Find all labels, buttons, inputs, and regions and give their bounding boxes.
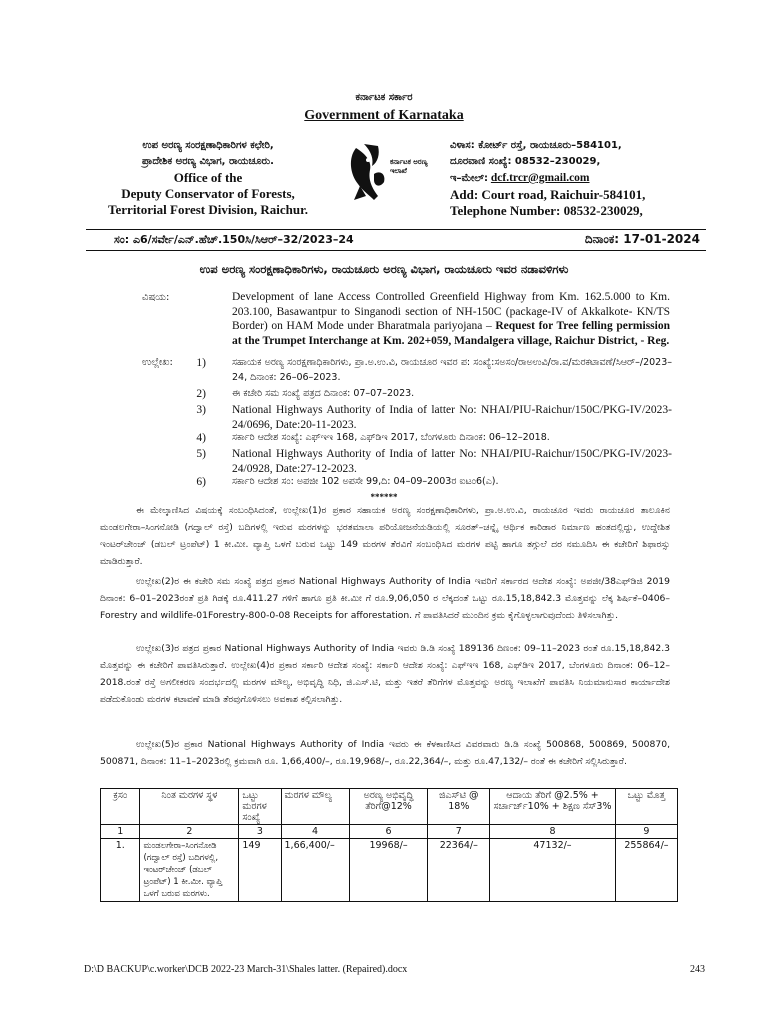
paragraph-4: ಉಲ್ಲೇಖ(5)ರ ಪ್ರಕಾರ National Highways Authority of India ಇವರು ಈ ಕೆಳಕಾಣಿಸಿದ ವಿವರವಾರು ಡಿ.ಡಿ ಸಂಖ್ಯೆ 500868, 500869, 500870, 500871, ದಿನಾಂಕ: 11–1–2023ರಲ್ಲಿ ಕ್ರಮವಾಗಿ ರೂ. 1,66,400/–, ರೂ.19,968/–, ರೂ.22,364/–, ಮತ್ತು ರೂ.47,132/– ರಂತೆ ಈ ಕಚೇರಿಗೆ ಸಲ್ಲಿಸಿರುತ್ತಾರೆ.	[100, 739, 670, 767]
table-row	[101, 839, 678, 902]
table-number-cell: 4	[281, 825, 349, 839]
table-header-cell: ಕ್ರಸಂ	[101, 789, 140, 825]
table-number-cell: 9	[615, 825, 677, 839]
table-header-cell: ಜಿಎಸ್‌ಟಿ @ 18%	[428, 789, 490, 825]
state-kannada: ಕರ್ನಾಟಕ ಸರ್ಕಾರ	[355, 92, 413, 103]
table-header-cell: ಆದಾಯ ತೆರಿಗೆ @2.5% + ಸರ್ಚಾರ್ಜ್10% + ಶಿಕ್ಷಣ ಸೆಸ್3%	[490, 789, 616, 825]
table-header-cell: ಒಟ್ಟು ಮರಗಳ ಸಂಖ್ಯೆ	[239, 789, 281, 825]
table-number-cell: 6	[349, 825, 428, 839]
government-title: Government of Karnataka	[304, 108, 464, 123]
table-cell: 22364/–	[428, 839, 490, 902]
address-en: Add: Court road, Raichuir-584101,	[450, 187, 646, 202]
office-kannada-2: ಪ್ರಾದೇಶಿಕ ಅರಣ್ಯ ವಿಭಾಗ, ರಾಯಚೂರು.	[142, 156, 274, 167]
table-number-cell: 3	[239, 825, 281, 839]
table-header-cell: ಒಟ್ಟು ಮೊತ್ತ	[615, 789, 677, 825]
reference-bar	[86, 229, 706, 251]
office-en-1: Office of the	[173, 170, 243, 185]
table-number-row	[101, 825, 678, 839]
forest-department-emblem	[344, 140, 432, 206]
paragraph-2: ಉಲ್ಲೇಖ(2)ರ ಈ ಕಚೇರಿ ಸಮ ಸಂಖ್ಯೆ ಪತ್ರದ ಪ್ರಕಾರ National Highways Authority of India ಇವರಿಗೆ ಸರ್ಕಾರದ ಆದೇಶ ಸಂಖ್ಯೆ: ಅಪಜೀ/38ಎಫ್‌ಡಿಜಿ 2019 ದಿನಾಂಕ: 6–01–2023ರಂತೆ ಪ್ರತಿ ಗಿಡಕ್ಕೆ ರೂ.411.27 ಗಳಿಗೆ ಹಾಗೂ ಪ್ರತಿ ಕೀ.ಮೀ ಗೆ ರೂ.9,06,050 ರ ಲೆಕ್ಕದಂತೆ ಒಟ್ಟು ರೂ.15,18,842.3 ಮೊತ್ತವನ್ನು ಲೆಕ್ಕ ಶಿರ್ಷಿಕೆ–0406–Forestry and wildlife-01Forestry-800-0-08 Receipts for afforestation. ಗೆ ಪಾವತಿಸಿದರೆ ಮುಂದಿನ ಕ್ರಮ ಕೈಗೊಳ್ಳಲಾಗುವುದೆಂದು ತಿಳಿಸಲಾಗಿತ್ತು.	[100, 576, 670, 621]
table-number-cell: 2	[140, 825, 239, 839]
table-cell: 19968/–	[349, 839, 428, 902]
table-cell: 1,66,400/–	[281, 839, 349, 902]
office-left-block	[94, 138, 322, 218]
email-link[interactable]: dcf.trcr@gmail.com	[490, 172, 590, 184]
table-cell: 149	[239, 839, 281, 902]
table-number-cell: 1	[101, 825, 140, 839]
letter-number: ಸಂ: ಎ6/ಸರ್ವೇ/ಎನ್.ಹೆಚ್.150ಸಿ/ಸಿಆರ್–32/2023–24	[114, 233, 354, 246]
email-label: ಇ–ಮೇಲ್:	[450, 173, 489, 184]
table-header-row	[101, 789, 678, 825]
subject-bold: Request for Tree felling permission at the Trumpet Interchange at Km. 202+059, Mandalgera village, Raichur District, - Reg.	[232, 320, 670, 347]
footer-page-number: 243	[690, 964, 705, 975]
table-number-cell: 8	[490, 825, 616, 839]
table-cell: 47132/–	[490, 839, 616, 902]
address-kannada: ವಿಳಾಸ: ಕೋರ್ಟ್ ರಸ್ತೆ, ರಾಯಚೂರು–584101,	[450, 140, 622, 151]
office-kannada-1: ಉಪ ಅರಣ್ಯ ಸಂರಕ್ಷಣಾಧಿಕಾರಿಗಳ ಕಛೇರಿ,	[142, 140, 274, 151]
office-en-3: Territorial Forest Division, Raichur.	[108, 202, 308, 217]
table-cell: 1.	[101, 839, 140, 902]
emblem-text: ಕರ್ನಾಟಕ ಅರಣ್ಯ ಇಲಾಖೆ	[390, 158, 428, 175]
office-en-2: Deputy Conservator of Forests,	[121, 186, 295, 201]
subject-body: Development of lane Access Controlled Greenfield Highway from Km. 162.5.000 to Km. 203.100, Basawantpur to Singanodi section of NH-150C (package-IV of Akkalkote- KN/TS Border) on HAM Mode under Bharatmala pariyojana –	[232, 291, 670, 332]
table-header-cell: ಮರಗಳ ಮೌಲ್ಯ	[281, 789, 349, 825]
table-header-cell: ಅರಣ್ಯ ಅಭಿವೃದ್ಧಿ ತೆರಿಗೆ@12%	[349, 789, 428, 825]
table-header-cell: ನಿಂತ ಮರಗಳ ಸ್ಥಳ	[140, 789, 239, 825]
phone-en: Telephone Number: 08532-230029,	[450, 203, 643, 218]
paragraph-1: ಈ ಮೇಲ್ಕಾಣಿಸಿದ ವಿಷಯಕ್ಕೆ ಸಂಬಂಧಿಸಿದಂತೆ, ಉಲ್ಲೇಖ(1)ರ ಪ್ರಕಾರ ಸಹಾಯಕ ಅರಣ್ಯ ಸಂರಕ್ಷಣಾಧಿಕಾರಿಗಳು, ಪ್ರಾ.ಅ.ಉ.ವಿ, ರಾಯಚೂರ ಇವರು ರಾಯಚೂರ ತಾಲೂಕಿನ ಮಂಡಲಗೇರಾ–ಸಿಂಗನೋಡಿ (ಗದ್ವಾಲ್ ರಸ್ತೆ) ಬದಿಗಳಲ್ಲಿ ಇರುವ ಮರಗಳನ್ನು ಭರತಮಾಲಾ ಪರಿಯೋಜನೆಯಡಿಯಲ್ಲಿ ಸೂರತ್–ಚನ್ನೈ ಆರ್ಥಿಕ ಕಾರಿಡಾರ ನಿರ್ಮಾಣ ಹಂತದಲ್ಲಿದ್ದು, ಉದ್ದೇಶಿತ ಇಂಟರ್‌ಚೇಂಜ್ (ಡಬಲ್ ಟ್ರಂಪೆಟ್) 1 ಕೀ.ಮೀ. ವ್ಯಾಪ್ತಿ ಒಳಗೆ ಬರುವ ಒಟ್ಟು 149 ಮರಗಳ ತೆರವಿಗೆ ಸಂಬಂಧಿಸಿದ ಮರಗಳ ಪಟ್ಟಿ ಹಾಗೂ ತಗ್ಗುಲೆ ದರ ನಮೂದಿಸಿ ಈ ಕಚೇರಿಗೆ ಶಿಫಾರಸ್ಸು ಮಾಡಿರುತ್ತಾರೆ.	[100, 505, 670, 567]
table-number-cell: 7	[428, 825, 490, 839]
references-label: ಉಲ್ಲೇಖ:	[142, 357, 173, 368]
footer-file-path: D:\D BACKUP\c.worker\DCB 2022-23 March-31\Shales latter. (Repaired).docx	[84, 964, 408, 975]
payment-table	[100, 788, 678, 902]
separator-stars: ******	[370, 492, 398, 502]
paragraph-3: ಉಲ್ಲೇಖ(3)ರ ಪತ್ರದ ಪ್ರಕಾರ National Highways Authority of India ಇವರು ಡಿ.ಡಿ ಸಂಖ್ಯೆ 189136 ದಿಣಂಕ: 09–11–2023 ರಂತೆ ರೂ.15,18,842.3 ಮೊತ್ತವನ್ನು ಈ ಕಚೇರಿಗೆ ಪಾವತಿಸಿರುತ್ತಾರೆ. ಉಲ್ಲೇಖ(4)ರ ಪ್ರಕಾರ ಸರ್ಕಾರಿ ಆದೇಶ ಸಂಖ್ಯೆ: ಸರ್ಕಾರಿ ಆದೇಶ ಸಂಖ್ಯೆ: ಎಫ್‌ಇಇ 168, ಎಫ್‌ಡಿಇ 2017, ಬೆಂಗಳೂರು ದಿನಾಂಕ: 06–12–2018.ರಂತೆ ರಸ್ತೆ ಅಗಲೀಕರಣ ಸಂದರ್ಭದಲ್ಲಿ ಮರಗಳ ಮೌಲ್ಯ, ಅಭಿವೃದ್ಧಿ ನಿಧಿ, ಜಿ.ಎಸ್.ಟಿ, ಮತ್ತು ಇತರೆ ತೆರಿಗೆಗಳ ಮೊತ್ತವನ್ನು ಅರಣ್ಯ ಇಲಾಖೆಗೆ ಪಾವತಿಸಿ ನಿಯಮಾನುಸಾರ ಕಾರ್ಯಾದೇಶ ಪಡೆದುಕೊಂಡು ಮರಗಳ ಕಟಾವಣೆ ಮಾಡಿ ತೆರವುಗೊಳಿಸಲು ಅವಕಾಶ ಕಲ್ಪಿಸಲಾಗಿತ್ತು.	[100, 643, 670, 705]
office-right-block	[450, 138, 690, 219]
letter-date: ದಿನಾಂಕ: 17-01-2024	[584, 232, 700, 246]
proceedings-heading: ಉಪ ಅರಣ್ಯ ಸಂರಕ್ಷಣಾಧಿಕಾರಿಗಳು, ರಾಯಚೂರು ಅರಣ್ಯ ವಿಭಾಗ, ರಾಯಚೂರು ಇವರ ನಡಾವಳಿಗಳು	[199, 262, 569, 276]
table-cell: 255864/–	[615, 839, 677, 902]
phone-kannada: ದೂರವಾಣಿ ಸಂಖ್ಯೆ: 08532–230029,	[450, 156, 601, 167]
subject-label: ವಿಷಯ:	[142, 292, 170, 303]
table-cell: ಮಂಡಲಗೇರಾ–ಸಿಂಗನೋಡಿ (ಗದ್ವಾಲ್ ರಸ್ತೆ) ಬದಿಗಳಲ್ಲಿ, ಇಂಟರ್‌ಚೇಂಜ್ (ಡಬಲ್ ಟ್ರಂಪೆಟ್) 1 ಕೀ.ಮೀ. ವ್ಯಾಪ್ತಿ ಒಳಗೆ ಬರುವ ಮರಗಳು.	[140, 839, 239, 902]
subject-text	[232, 290, 670, 348]
